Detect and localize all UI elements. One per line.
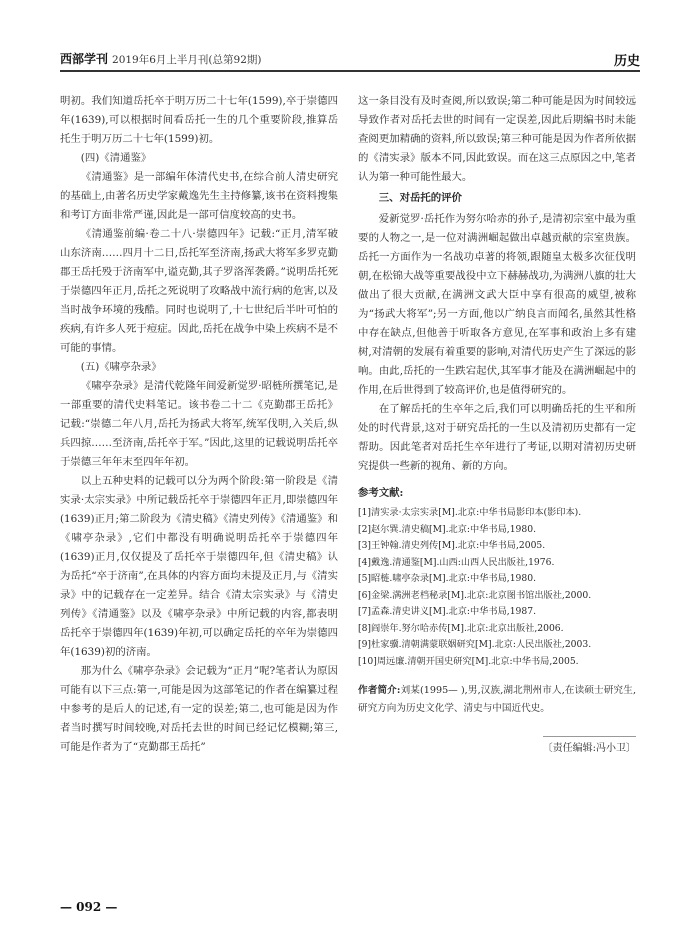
author-note — [358, 682, 636, 718]
reference-item: [7]孟森.清史讲义[M].北京:中华书局,1987. — [358, 606, 536, 617]
left-column — [60, 92, 338, 757]
paragraph: 在了解岳托的生卒年之后,我们可以明确岳托的生平和所处的时代背景,这对于研究岳托的一生以及清初历史都有一定帮助。因此笔者对岳托生卒年进行了考证,以期对清初历史研究提供一些新的视角、新的方向。 — [358, 403, 636, 472]
reference-item: [10]周远廉.清朝开国史研究[M].北京:中华书局,2005. — [358, 655, 579, 667]
author-label: 作者简介: — [358, 685, 401, 696]
reference-item: [1]清实录·太宗实录[M].北京:中华书局影印本(影印本). — [358, 507, 582, 518]
responsible-editor: 〔责任编辑:冯小卫〕 — [543, 736, 636, 758]
paragraph: 《啸亭杂录》是清代乾隆年间爱新觉罗·昭梿所撰笔记,是一部重要的清代史料笔记。该书卷二十二《克勤郡王岳托》记载:“崇德二年八月,岳托为扬武大将军,统军伐明,入关后,纵兵四掠……至济南,岳托卒于军。”因此,这里的记载说明岳托卒于崇德三年年末至四年年初。 — [60, 380, 338, 468]
reference-item: [8]阎崇年.努尔哈赤传[M].北京:北京出版社,2006. — [358, 622, 564, 634]
reference-item: [2]赵尔巽.清史稿[M].北京:中华书局,1980. — [358, 523, 536, 535]
journal-name: 西部学刊 — [60, 52, 109, 66]
reference-item: [4]戴逸.清通鉴[M].山西:山西人民出版社,1976. — [358, 556, 555, 568]
reference-item: [6]金梁.满洲老档秘录[M].北京:北京图书馆出版社,2000. — [358, 589, 592, 601]
paragraph: 明初。我们知道岳托卒于明万历二十七年(1599),卒于崇德四年(1639),可以根据时间看岳托一生的几个重要阶段,推算岳托生于明万历二十七年(1599)初。 — [60, 95, 338, 145]
section-label: 历史 — [613, 54, 640, 69]
paragraph: 这一条目没有及时查阅,所以致误;第二种可能是因为时间较远导致作者对岳托去世的时间有一定误差,因此后期编书时未能查阅更加精确的资料,所以致误;第三种可能是因为作者所依据的《清实录》版本不同,因此致误。而在这三点原因之中,笔者认为第一种可能性最大。 — [358, 95, 636, 183]
section-heading: 三、对岳托的评价 — [378, 192, 462, 204]
paragraph: 《清通鉴》是一部编年体清代史书,在综合前人清史研究的基础上,由著名历史学家戴逸先生主持修纂,该书在资料搜集和考订方面非常严谨,因此是一部可信度较高的史书。 — [60, 171, 338, 221]
paragraph: 那为什么《啸亭杂录》会记载为“正月”呢?笔者认为原因可能有以下三点:第一,可能是因为这部笔记的作者在编纂过程中参考的是后人的记述,有一定的误差;第二,也可能是因为作者当时撰写时间较晚,对岳托去世的时间已经记忆模糊;第三,可能是作者为了“克勤郡王岳托” — [60, 665, 338, 753]
references-title: 参考文献: — [358, 487, 404, 499]
references-list — [358, 505, 636, 670]
subheading: (五)《啸亭杂录》 — [80, 361, 162, 373]
journal-masthead — [60, 50, 261, 67]
reference-item: [3]王钟翰.清史列传[M].北京:中华书局,2005. — [358, 540, 546, 551]
editor-footer — [358, 718, 636, 758]
paragraph: 爱新觉罗·岳托作为努尔哈赤的孙子,是清初宗室中最为重要的人物之一,是一位对满洲崛起做出卓越贡献的宗室贵族。岳托一方面作为一名战功卓著的将领,跟随皇太极多次征伐明朝,在松锦大战等重要战役中立下赫赫战功,为满洲八旗的壮大做出了很大贡献,在满洲文武大臣中享有很高的威望,被称为“扬武大将军”;另一方面,他以广纳良言而闻名,虽然其性格中存在缺点,但他善于听取各方意见,在军事和政治上多有建树,对清朝的发展有着重要的影响,对清代历史产生了深远的影响。由此,岳托的一生跌宕起伏,其军事才能及在满洲崛起中的作用,在后世得到了较高评价,也是值得研究的。 — [358, 213, 636, 396]
page-number: — 092 — — [60, 900, 118, 914]
paragraph: 以上五种史料的记载可以分为两个阶段:第一阶段是《清实录·太宗实录》中所记载岳托卒于崇德四年正月,即崇德四年(1639)正月;第二阶段为《清史稿》《清史列传》《清通鉴》和《啸亭杂录》,它们中都没有明确说明岳托卒于崇德四年(1639)正月,仅仅提及了岳托卒于崇德四年,但《清史稿》认为岳托“卒于济南”,在具体的内容方面均未提及正月,与《清实录》中的记载存在一定差异。结合《清太宗实录》与《清史列传》《清通鉴》以及《啸亭杂录》中所记载的内容,都表明岳托卒于崇德四年(1639)年初,可以确定岳托的卒年为崇德四年(1639)初的济南。 — [60, 475, 338, 658]
right-column — [358, 92, 636, 758]
reference-item: [5]昭梿.啸亭杂录[M].北京:中华书局,1980. — [358, 573, 536, 584]
author-bio: 刘某(1995— ),男,汉族,湖北荆州市人,在读硕士研究生,研究方向为历史文化学、清史与中国近代史。 — [358, 685, 636, 714]
issue-info: 2019年6月上半月刊(总第92期) — [112, 54, 262, 66]
reference-item: [9]杜家骥.清朝满蒙联姻研究[M].北京:人民出版社,2003. — [358, 639, 592, 650]
page-header — [60, 48, 640, 72]
subheading: (四)《清通鉴》 — [80, 152, 152, 164]
paragraph: 《清通鉴前编·卷二十八·崇德四年》记载:“正月,清军破山东济南……四月十二日,岳托军至济南,扬武大将军多罗克勤郡王岳托殁于济南军中,谥克勤,其子罗洛浑袭爵。”说明岳托死于崇德四年正月,岳托之死说明了攻略战中流行病的危害,以及当时战争环境的残酷。同时也说明了,十七世纪后半叶可怕的疾病,有许多人死于痘症。因此,岳托在战争中染上疾病不是不可能的事情。 — [60, 228, 338, 354]
